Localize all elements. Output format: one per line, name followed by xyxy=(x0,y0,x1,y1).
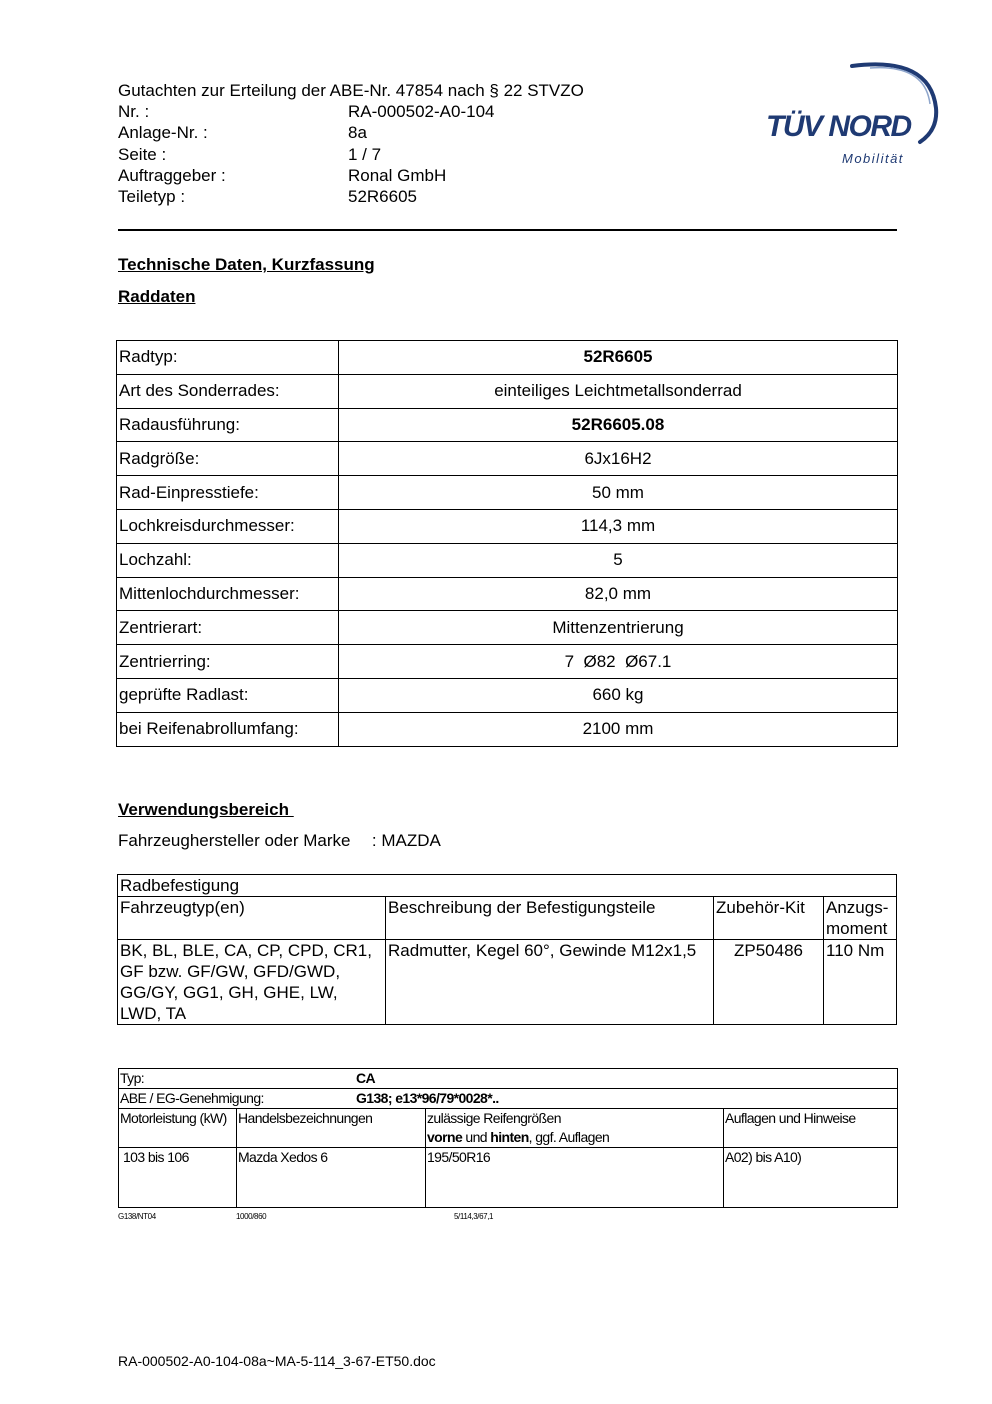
wheel-row-value: 114,3 mm xyxy=(339,509,898,543)
manufacturer-label: Fahrzeughersteller oder Marke xyxy=(118,831,351,850)
fixing-torque: 110 Nm xyxy=(824,940,897,1025)
wheel-row-value: 52R6605.08 xyxy=(339,408,898,442)
logo-wordmark: TÜV NORD xyxy=(766,110,911,143)
header-divider xyxy=(118,229,897,231)
fixing-header-types: Fahrzeugtyp(en) xyxy=(118,897,386,940)
header-label-anlage: Anlage-Nr. : xyxy=(118,123,208,142)
header-label-nr: Nr. : xyxy=(118,102,150,121)
header-trade-names: Handelsbezeichnungen xyxy=(237,1109,426,1148)
header-value-anlage: 8a xyxy=(348,123,367,142)
wheel-row xyxy=(117,611,898,645)
footnote-approval-code: G138/NT04 xyxy=(118,1212,156,1221)
wheel-row-label: Radgröße: xyxy=(117,442,339,476)
section-title-usage: Verwendungsbereich xyxy=(118,800,294,819)
fixing-types: BK, BL, BLE, CA, CP, CPD, CR1, GF bzw. GF/GW, GFD/GWD, GG/GY, GG1, GH, GHE, LW, LWD, TA xyxy=(118,940,386,1025)
approval-value: G138; e13*96/79*0028*.. xyxy=(356,1090,499,1106)
fixing-header-row xyxy=(118,897,897,940)
wheel-row-value: 6Jx16H2 xyxy=(339,442,898,476)
wheel-row-value: 82,0 mm xyxy=(339,577,898,611)
approval-row xyxy=(119,1089,898,1109)
wheel-row-label: geprüfte Radlast: xyxy=(117,678,339,712)
wheel-row-label: Radausführung: xyxy=(117,408,339,442)
type-label: Typ: xyxy=(120,1070,145,1086)
wheel-row-value: Mittenzentrierung xyxy=(339,611,898,645)
header-tyres xyxy=(426,1109,724,1148)
wheel-row xyxy=(117,577,898,611)
header-tyres-rest: , ggf. Auflagen xyxy=(528,1129,610,1145)
wheel-row-label: Radtyp: xyxy=(117,341,339,375)
wheel-row xyxy=(117,442,898,476)
header-tyres-line1: zulässige Reifengrößen xyxy=(427,1110,561,1126)
wheel-row-label: Mittenlochdurchmesser: xyxy=(117,577,339,611)
header-notes: Auflagen und Hinweise xyxy=(724,1109,898,1148)
header-power: Motorleistung (kW) xyxy=(119,1109,237,1148)
footnote-bolt-pattern: 5/114,3/67,1 xyxy=(454,1212,494,1221)
tuv-nord-logo xyxy=(760,58,945,173)
section-title-tech: Technische Daten, Kurzfassung xyxy=(118,255,375,274)
footer-filename: RA-000502-A0-104-08a~MA-5-114_3-67-ET50.doc xyxy=(118,1353,436,1369)
type-header-row xyxy=(119,1109,898,1148)
wheel-row-label: Art des Sonderrades: xyxy=(117,374,339,408)
header-value-nr: RA-000502-A0-104 xyxy=(348,102,495,121)
fixing-header-description: Beschreibung der Befestigungsteile xyxy=(386,897,714,940)
wheel-row xyxy=(117,476,898,510)
wheel-row xyxy=(117,678,898,712)
wheel-row-value: einteiliges Leichtmetallsonderrad xyxy=(339,374,898,408)
wheel-row xyxy=(117,712,898,746)
fixing-description: Radmutter, Kegel 60°, Gewinde M12x1,5 xyxy=(386,940,714,1025)
manufacturer-line xyxy=(118,831,441,851)
row-notes: A02) bis A10) xyxy=(724,1148,898,1208)
wheel-row-label: Zentrierring: xyxy=(117,645,339,679)
header-value-auftraggeber: Ronal GmbH xyxy=(348,166,447,185)
fixing-kit: ZP50486 xyxy=(714,940,824,1025)
fixing-header-kit: Zubehör-Kit xyxy=(714,897,824,940)
manufacturer-value: MAZDA xyxy=(381,831,441,850)
header-tyres-front: vorne xyxy=(427,1129,463,1145)
manufacturer-separator: : xyxy=(371,831,377,850)
fixing-title: Radbefestigung xyxy=(118,875,897,897)
header-value-seite: 1 / 7 xyxy=(348,145,382,164)
row-power: 103 bis 106 xyxy=(119,1148,237,1208)
approval-label: ABE / EG-Genehmigung: xyxy=(120,1090,264,1106)
row-trade-name: Mazda Xedos 6 xyxy=(237,1148,426,1208)
type-value: CA xyxy=(356,1070,376,1086)
wheel-row-label: Zentrierart: xyxy=(117,611,339,645)
wheel-row-label: Lochzahl: xyxy=(117,543,339,577)
wheel-row-value: 7 Ø82 Ø67.1 xyxy=(339,645,898,679)
wheel-row xyxy=(117,341,898,375)
wheel-row-value: 2100 mm xyxy=(339,712,898,746)
row-tyres: 195/50R16 xyxy=(426,1148,724,1208)
wheel-row-label: bei Reifenabrollumfang: xyxy=(117,712,339,746)
wheel-row xyxy=(117,645,898,679)
section-title-raddaten: Raddaten xyxy=(118,287,196,306)
type-data-row xyxy=(119,1148,898,1208)
wheel-row xyxy=(117,408,898,442)
header-tyres-and: und xyxy=(462,1129,491,1145)
wheel-data-table xyxy=(116,340,898,747)
header-label-teiletyp: Teiletyp : xyxy=(118,187,186,206)
header-value-teiletyp: 52R6605 xyxy=(348,187,418,206)
footnote-load: 1000/860 xyxy=(236,1212,267,1221)
wheel-row xyxy=(117,374,898,408)
vehicle-type-table xyxy=(118,1068,898,1208)
fixing-title-row xyxy=(118,875,897,897)
wheel-row xyxy=(117,543,898,577)
wheel-row-label: Rad-Einpresstiefe: xyxy=(117,476,339,510)
logo-subtitle: Mobilität xyxy=(842,151,904,166)
fixing-data-row xyxy=(118,940,897,1025)
document-title: Gutachten zur Erteilung der ABE-Nr. 47854 nach § 22 STVZO xyxy=(118,81,584,100)
header-tyres-rear: hinten xyxy=(490,1129,529,1145)
wheel-row-value: 660 kg xyxy=(339,678,898,712)
wheel-row-label: Lochkreisdurchmesser: xyxy=(117,509,339,543)
wheel-row-value: 50 mm xyxy=(339,476,898,510)
header-label-auftraggeber: Auftraggeber : xyxy=(118,166,226,185)
wheel-row-value: 5 xyxy=(339,543,898,577)
wheel-fixing-table xyxy=(117,874,897,1025)
header-label-seite: Seite : xyxy=(118,145,167,164)
fixing-header-torque: Anzugs- moment xyxy=(824,897,897,940)
wheel-row-value: 52R6605 xyxy=(339,341,898,375)
type-row xyxy=(119,1069,898,1089)
wheel-row xyxy=(117,509,898,543)
